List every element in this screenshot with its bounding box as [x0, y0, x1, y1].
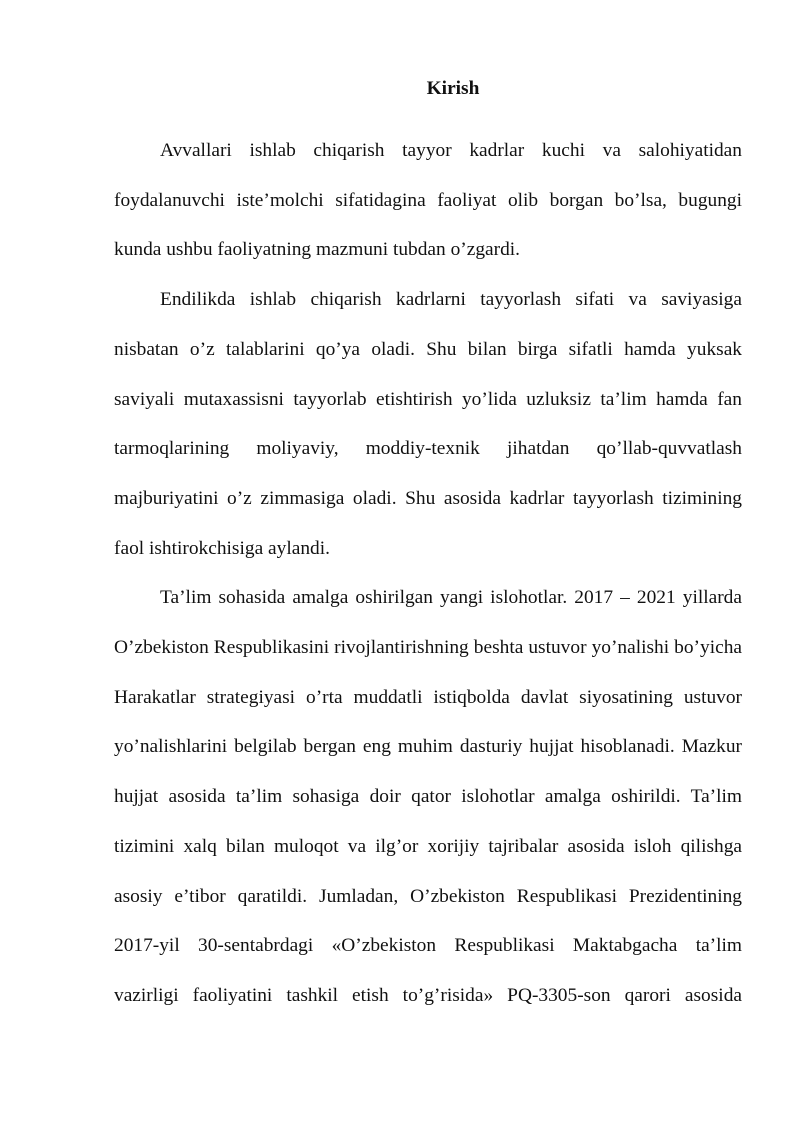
paragraph: Endilikda ishlab chiqarish kadrlarni tayyorlash sifati va saviyasiga nisbatan o’z talablarini qo’ya oladi. Shu bilan birga sifatli hamda yuksak saviyali mutaxassisni tayyorlab etishtirish yo’lida uzluksiz ta’lim hamda fan tarmoqlarining moliyaviy, moddiy-texnik jihatdan qo’llab-quvvatlash majburiyatini o’z zimmasiga oladi. Shu asosida kadrlar tayyorlash tizimining faol ishtirokchisiga aylandi.	[114, 289, 742, 559]
body-text	[114, 126, 742, 1021]
paragraph: Ta’lim sohasida amalga oshirilgan yangi islohotlar. 2017 – 2021 yillarda O’zbekiston Respublikasini rivojlantirishning beshta ustuvor yo’nalishi bo’yicha Harakatlar strategiyasi o’rta muddatli istiqbolda davlat siyosatining ustuvor yo’nalishlarini belgilab bergan eng muhim dasturiy hujjat hisoblanadi. Mazkur hujjat asosida ta’lim sohasiga doir qator islohotlar amalga oshirildi. Ta’lim tizimini xalq bilan muloqot va ilg’or xorijiy tajribalar asosida isloh qilishga asosiy e’tibor qaratildi. Jumladan, O’zbekiston Respublikasi Prezidentining 2017-yil 30-sentabrdagi «O’zbekiston Respublikasi Maktabgacha ta’lim vazirligi faoliyatini tashkil etish to’g’risida» PQ-3305-son qarori asosida	[114, 587, 742, 1006]
section-title: Kirish	[426, 78, 480, 99]
paragraph: Avvallari ishlab chiqarish tayyor kadrlar kuchi va salohiyatidan foydalanuvchi iste’molchi sifatidagina faoliyat olib borgan bo’lsa, bugungi kunda ushbu faoliyatning mazmuni tubdan o’zgardi.	[114, 140, 742, 261]
